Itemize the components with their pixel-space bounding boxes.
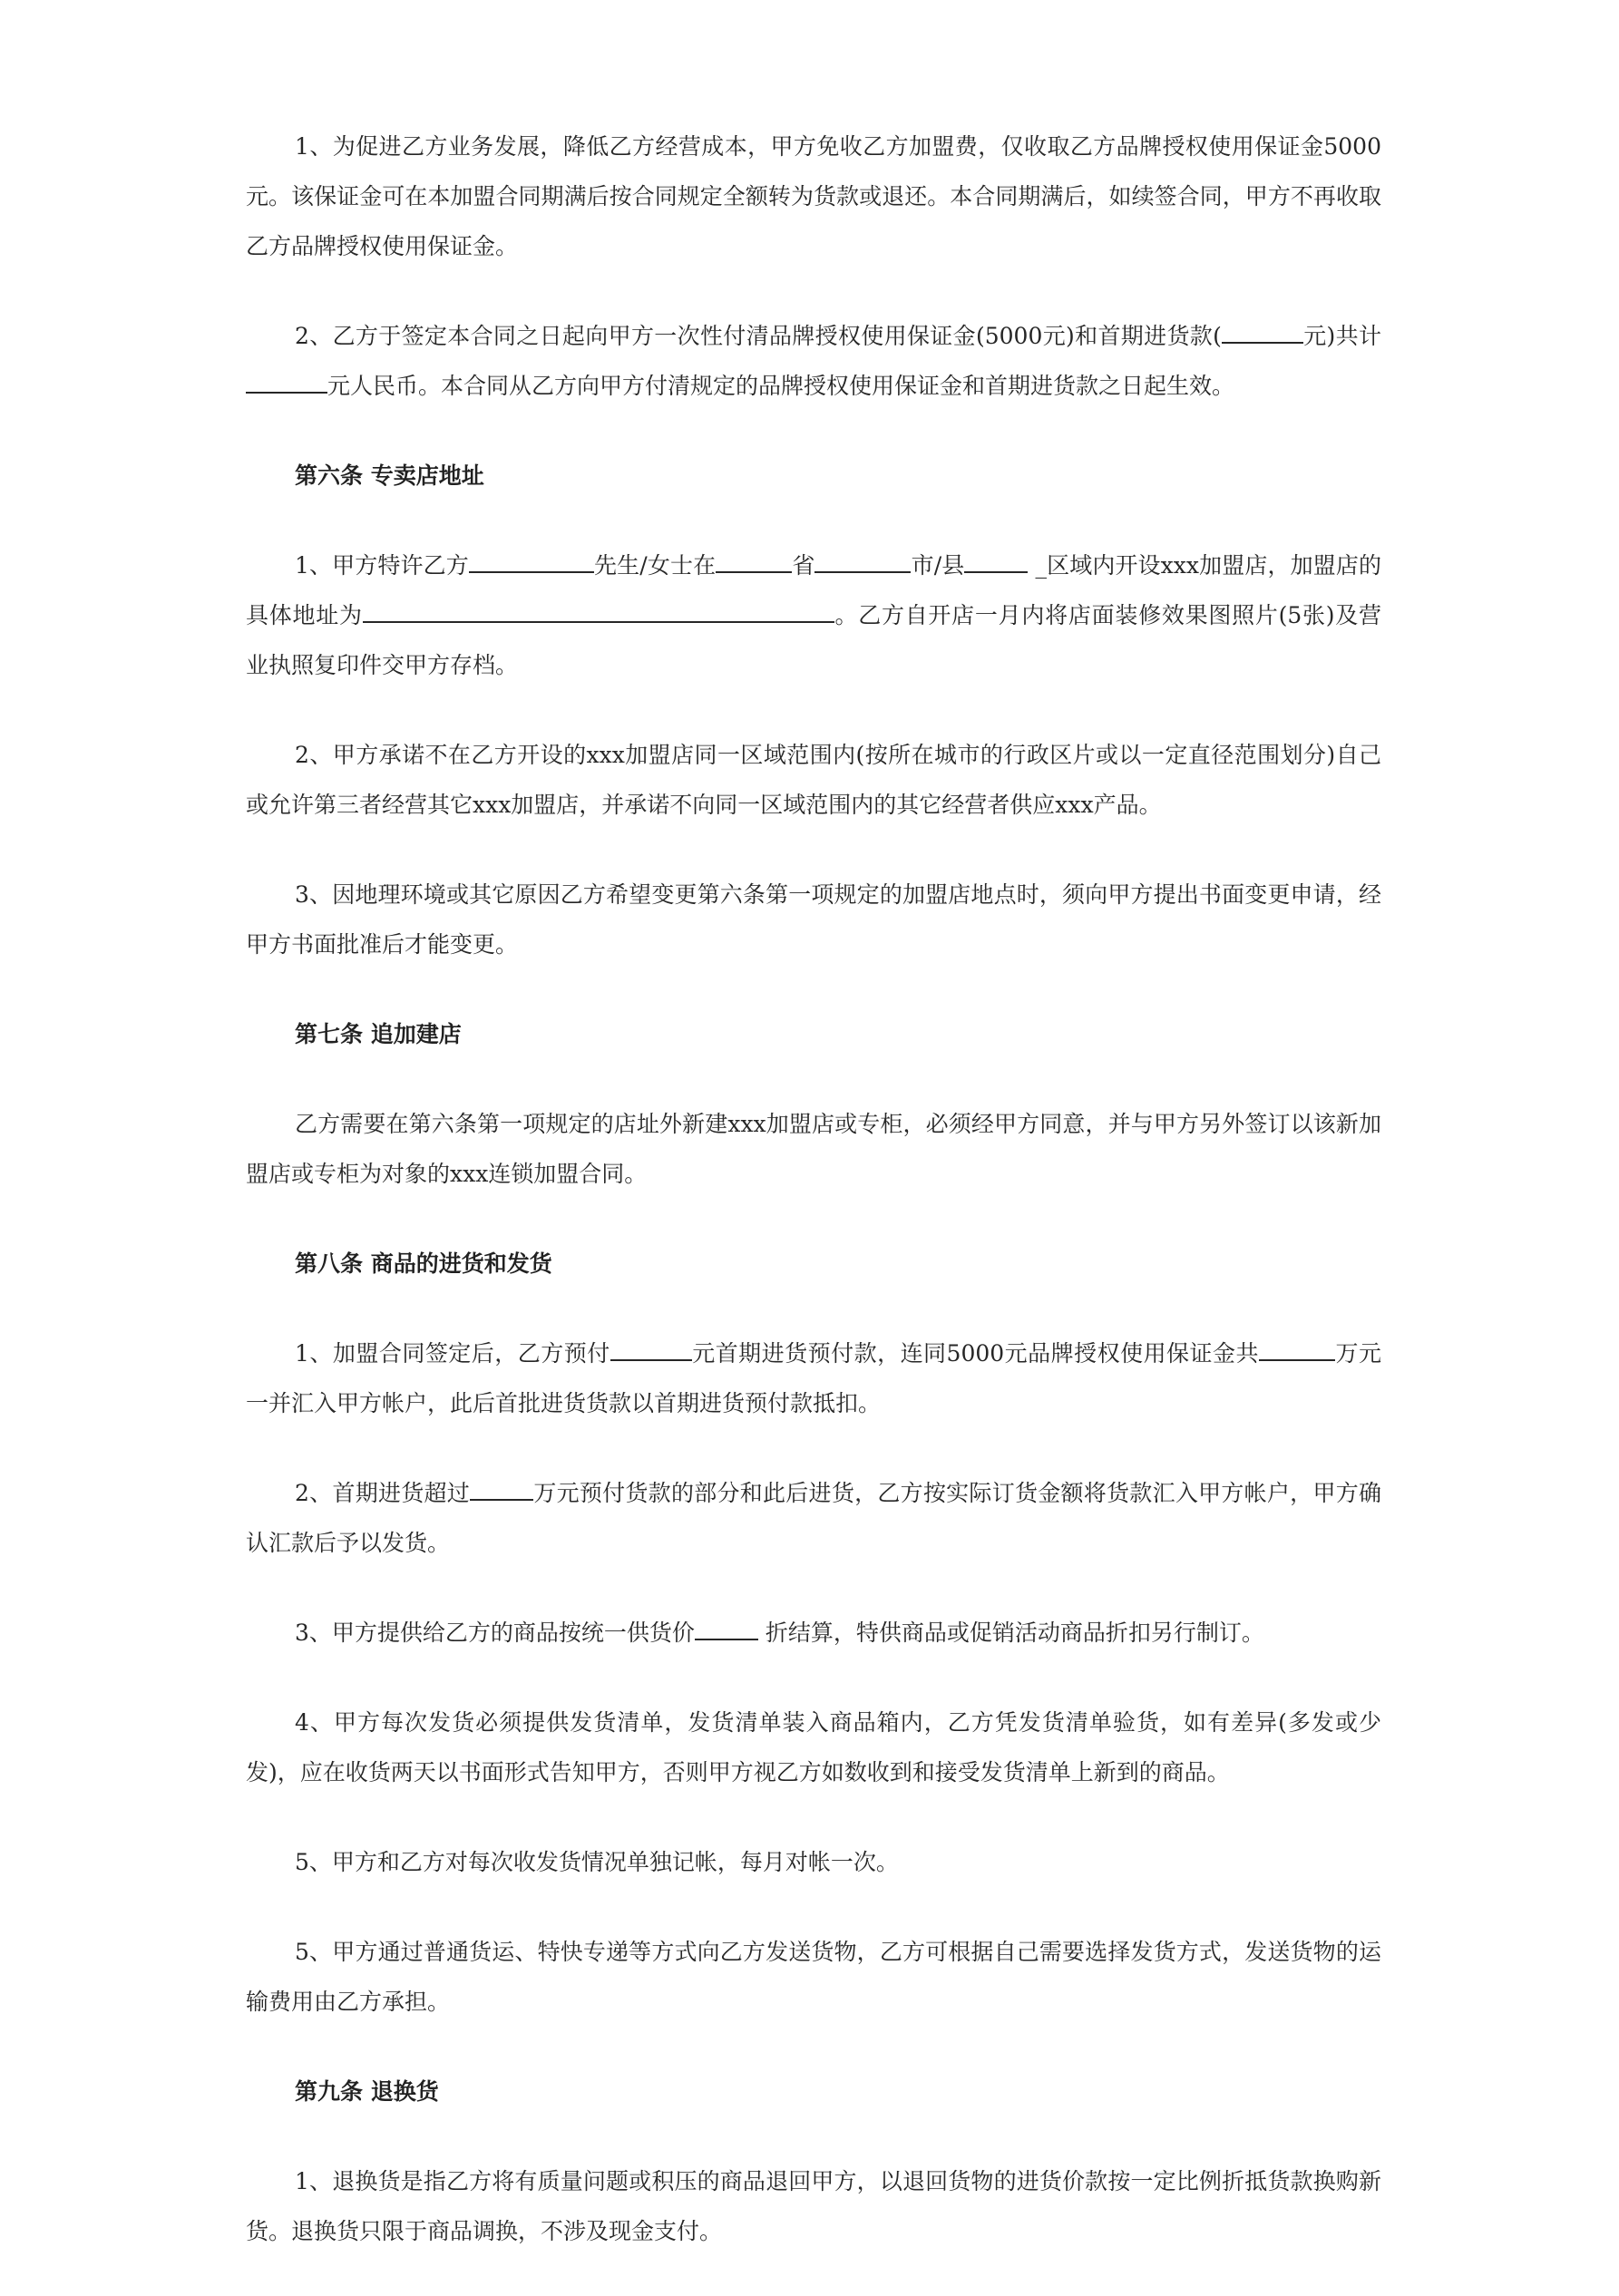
paragraph-exclusive-area: 2、甲方承诺不在乙方开设的xxx加盟店同一区域范围内(按所在城市的行政区片或以一定直径范围划分)自己或允许第三者经营其它xxx加盟店，并承诺不向同一区域范围内的其它经营者供应xxx产品。 (246, 742, 1381, 818)
paragraph-payment: 2、乙方于签定本合同之日起向甲方一次性付清品牌授权使用保证金(5000元)和首期进货款( 元)共计元人民币。本合同从乙方向甲方付清规定的品牌授权使用保证金和首期进货款之日起生效。 (246, 311, 1381, 411)
blank-field[interactable] (964, 551, 1028, 573)
blank-field[interactable] (1259, 1339, 1335, 1361)
blank-field[interactable] (716, 551, 792, 573)
blank-field[interactable] (1222, 322, 1303, 344)
blank-field[interactable] (610, 1339, 692, 1361)
section-heading-8: 第八条 商品的进货和发货 (295, 1250, 552, 1277)
paragraph-excess-order: 2、首期进货超过 万元预付货款的部分和此后进货，乙方按实际订货金额将货款汇入甲方帐户，甲方确认汇款后予以发货。 (246, 1480, 1381, 1556)
paragraph-address-change: 3、因地理环境或其它原因乙方希望变更第六条第一项规定的加盟店地点时，须向甲方提出书面变更申请，经甲方书面批准后才能变更。 (246, 881, 1381, 958)
document-body (246, 122, 1381, 2296)
paragraph-deposit: 1、为促进乙方业务发展，降低乙方经营成本，甲方免收乙方加盟费，仅收取乙方品牌授权使用保证金5000元。该保证金可在本加盟合同期满后按合同规定全额转为货款或退还。本合同期满后，如续签合同，甲方不再收取乙方品牌授权使用保证金。 (246, 133, 1381, 259)
blank-field[interactable] (363, 601, 834, 623)
blank-field[interactable] (695, 1619, 758, 1640)
blank-field[interactable] (470, 1479, 533, 1501)
section-heading-6: 第六条 专卖店地址 (295, 462, 484, 489)
paragraph-returns: 1、退换货是指乙方将有质量问题或积压的商品退回甲方，以退回货物的进货价款按一定比例折抵货款换购新货。退换货只限于商品调换，不涉及现金支付。 (246, 2168, 1381, 2244)
paragraph-additional-store: 乙方需要在第六条第一项规定的店址外新建xxx加盟店或专柜，必须经甲方同意，并与甲方另外签订以该新加盟店或专柜为对象的xxx连锁加盟合同。 (246, 1111, 1381, 1187)
section-heading-7: 第七条 追加建店 (295, 1021, 462, 1047)
paragraph-reconciliation: 5、甲方和乙方对每次收发货情况单独记帐，每月对帐一次。 (295, 1849, 899, 1875)
paragraph-shipping: 5、甲方通过普通货运、特快专递等方式向乙方发送货物，乙方可根据自己需要选择发货方式，发送货物的运输费用由乙方承担。 (246, 1939, 1381, 2015)
paragraph-discount: 3、甲方提供给乙方的商品按统一供货价 折结算，特供商品或促销活动商品折扣另行制订。 (295, 1620, 1264, 1646)
paragraph-store-address: 1、甲方特许乙方 先生/女士在 省 市/县 _区域内开设xxx加盟店，加盟店的具体地址为 。乙方自开店一月内将店面装修效果图照片(5张)及营业执照复印件交甲方存档。 (246, 552, 1381, 678)
blank-field[interactable] (469, 551, 594, 573)
blank-field[interactable] (814, 551, 911, 573)
paragraph-prepayment: 1、加盟合同签定后，乙方预付 元首期进货预付款，连同5000元品牌授权使用保证金共 万元一并汇入甲方帐户，此后首批进货货款以首期进货预付款抵扣。 (246, 1340, 1381, 1416)
paragraph-delivery-list: 4、甲方每次发货必须提供发货清单，发货清单装入商品箱内，乙方凭发货清单验货，如有差异(多发或少发)，应在收货两天以书面形式告知甲方，否则甲方视乙方如数收到和接受发货清单上新到的商品。 (246, 1709, 1381, 1785)
blank-field[interactable] (246, 372, 327, 394)
section-heading-9: 第九条 退换货 (295, 2078, 439, 2105)
